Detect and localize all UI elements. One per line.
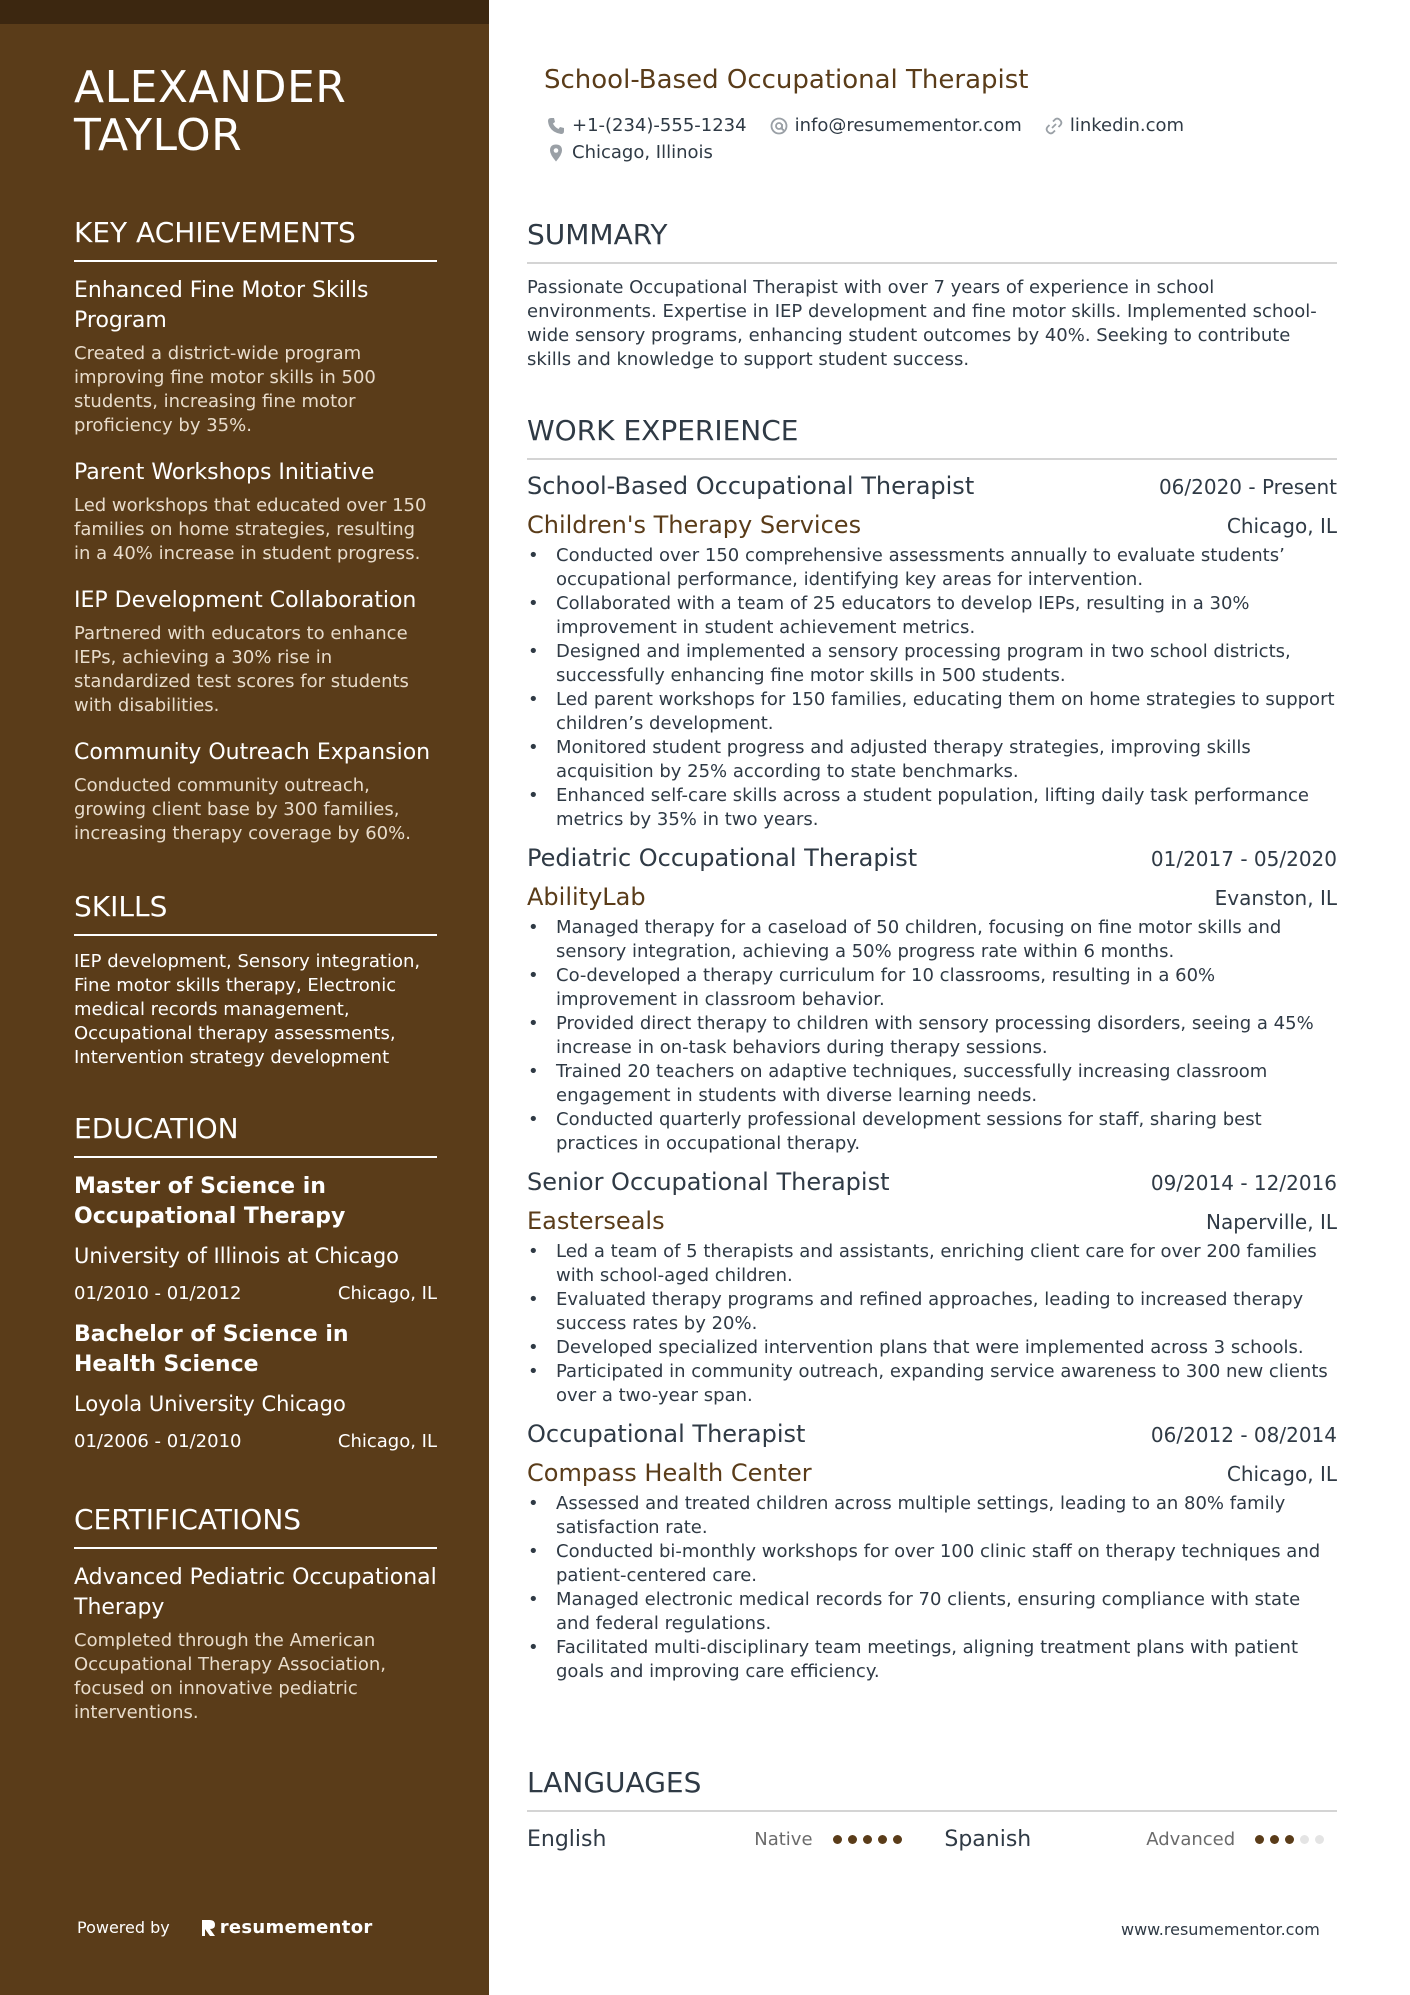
contact-location (546, 139, 713, 166)
job-role: Occupational Therapist (527, 1420, 806, 1448)
proficiency-dot (1315, 1835, 1324, 1844)
job-company: Compass Health Center (527, 1459, 812, 1487)
achievement-title: Parent Workshops Initiative (74, 460, 375, 485)
education-list (74, 1172, 437, 1454)
job-company: Children's Therapy Services (527, 511, 862, 539)
sidebar-top-bar (0, 0, 489, 24)
education-item (74, 1320, 437, 1454)
proficiency-dot (1255, 1835, 1264, 1844)
candidate-name (74, 64, 346, 160)
name-last: TAYLOR (74, 110, 243, 161)
skills-text: IEP development, Sensory integration, Fine motor skills therapy, Electronic medical records management, Occupational therapy assessments, Intervention strategy development (74, 951, 421, 1068)
footer-url[interactable]: www.resumementor.com (1121, 1920, 1320, 1939)
job-bullet: • Evaluated therapy programs and refined approaches, leading to increased therapy success rates by 20%. (527, 1288, 1337, 1336)
job-subheader (527, 509, 1337, 542)
brand-name: resumementor (219, 1917, 373, 1938)
language-name: Spanish (944, 1826, 1032, 1852)
job-company: AbilityLab (527, 883, 646, 911)
education-item (74, 1172, 437, 1306)
contact-info (546, 112, 1326, 166)
contact-row-1 (546, 112, 1326, 139)
job-bullets (527, 916, 1337, 1156)
sidebar (0, 0, 489, 1995)
phone-icon (546, 116, 566, 136)
phone-text: +1-(234)-555-1234 (572, 115, 747, 136)
language-level: Native (754, 1828, 813, 1850)
job-location: Evanston, IL (1214, 886, 1337, 910)
achievement-description: Led workshops that educated over 150 families on home strategies, resulting in a 40% increase in student progress. (74, 495, 427, 564)
location-text: Chicago, Illinois (572, 142, 713, 163)
proficiency-dot (848, 1835, 857, 1844)
skills-heading: SKILLS (74, 890, 437, 936)
summary-text: Passionate Occupational Therapist with over 7 years of experience in school environments. Expertise in IEP development and fine motor skills. Implemented school-wide sensory programs, enhancing student outcomes by 40%. Seeking to contribute skills and knowledge to support student success. (527, 277, 1317, 370)
job-bullet: • Managed therapy for a caseload of 50 children, focusing on fine motor skills and sensory integration, achieving a 50% progress rate within 6 months. (527, 916, 1337, 964)
achievement-title: Community Outreach Expansion (74, 740, 431, 765)
job-entry (527, 470, 1337, 832)
powered-by-label: Powered by (77, 1918, 170, 1937)
key-achievements-section (74, 216, 437, 866)
job-bullet: • Led a team of 5 therapists and assistants, enriching client care for over 200 families with school-aged children. (527, 1240, 1337, 1288)
skills-section (74, 890, 437, 1070)
summary-section (527, 218, 1337, 372)
proficiency-dot (1270, 1835, 1279, 1844)
job-list (527, 470, 1337, 1684)
key-achievements-heading: KEY ACHIEVEMENTS (74, 216, 437, 262)
job-header (527, 1418, 1337, 1451)
job-header (527, 470, 1337, 503)
job-bullet: • Provided direct therapy to children with sensory processing disorders, seeing a 45% increase in on-task behaviors during therapy sessions. (527, 1012, 1337, 1060)
achievements-list (74, 276, 437, 846)
contact-row-2 (546, 139, 1326, 166)
email-text: info@resumementor.com (794, 115, 1022, 136)
achievement-description: Created a district-wide program improving fine motor skills in 500 students, increasing fine motor proficiency by 35%. (74, 343, 376, 436)
job-bullet: • Participated in community outreach, expanding service awareness to 300 new clients over a two-year span. (527, 1360, 1337, 1408)
education-degree: Bachelor of Science in Health Science (74, 1322, 349, 1377)
certifications-section (74, 1503, 437, 1725)
headline-title: School-Based Occupational Therapist (544, 65, 1029, 95)
job-bullet: • Conducted over 150 comprehensive assessments annually to evaluate students’ occupational performance, identifying key areas for intervention. (527, 544, 1337, 592)
resumementor-logo[interactable] (200, 1917, 373, 1938)
education-dates: 01/2006 - 01/2010 (74, 1431, 242, 1452)
education-section (74, 1112, 437, 1468)
education-degree: Master of Science in Occupational Therapy (74, 1174, 346, 1229)
achievement-title: IEP Development Collaboration (74, 588, 417, 613)
proficiency-dot (863, 1835, 872, 1844)
achievement-description: Partnered with educators to enhance IEPs, achieving a 30% rise in standardized test scores for students with disabilities. (74, 623, 409, 716)
education-school: Loyola University Chicago (74, 1392, 346, 1416)
achievement-description: Conducted community outreach, growing client base by 300 families, increasing therapy coverage by 60%. (74, 775, 411, 844)
job-role: Senior Occupational Therapist (527, 1168, 890, 1196)
job-bullet: • Led parent workshops for 150 families, educating them on home strategies to support children’s development. (527, 688, 1337, 736)
education-location: Chicago, IL (337, 1283, 437, 1304)
job-header (527, 1166, 1337, 1199)
powered-by (77, 1917, 373, 1938)
job-role: Pediatric Occupational Therapist (527, 844, 918, 872)
job-bullet: • Managed electronic medical records for 70 clients, ensuring compliance with state and federal regulations. (527, 1588, 1337, 1636)
job-entry (527, 842, 1337, 1156)
proficiency-dot (833, 1835, 842, 1844)
achievement-item (74, 276, 437, 438)
job-location: Chicago, IL (1226, 1462, 1337, 1486)
job-bullet: • Developed specialized intervention plans that were implemented across 3 schools. (527, 1336, 1337, 1360)
job-bullet: • Designed and implemented a sensory processing program in two school districts, successfully enhancing fine motor skills in 500 students. (527, 640, 1337, 688)
job-subheader (527, 1457, 1337, 1490)
job-location: Naperville, IL (1205, 1210, 1337, 1234)
job-location: Chicago, IL (1226, 514, 1337, 538)
job-dates: 06/2012 - 08/2014 (1150, 1423, 1337, 1447)
languages-heading: LANGUAGES (527, 1766, 1337, 1812)
education-dates: 01/2010 - 01/2012 (74, 1283, 242, 1304)
achievement-item (74, 738, 437, 846)
job-bullet: • Trained 20 teachers on adaptive techniques, successfully increasing classroom engagement in students with diverse learning needs. (527, 1060, 1337, 1108)
location-pin-icon (546, 143, 566, 163)
proficiency-dot (878, 1835, 887, 1844)
achievement-item (74, 586, 437, 718)
job-company: Easterseals (527, 1207, 665, 1235)
job-bullet: • Enhanced self-care skills across a student population, lifting daily task performance metrics by 35% in two years. (527, 784, 1337, 832)
job-bullet: • Conducted quarterly professional development sessions for staff, sharing best practices in occupational therapy. (527, 1108, 1337, 1156)
job-bullets (527, 544, 1337, 832)
at-sign-icon (769, 116, 789, 136)
job-subheader (527, 881, 1337, 914)
resumementor-mark-icon (200, 1918, 216, 1938)
proficiency-dot (893, 1835, 902, 1844)
certification-description: Completed through the American Occupational Therapy Association, focused on innovative pediatric interventions. (74, 1630, 386, 1723)
job-bullet: • Assessed and treated children across multiple settings, leading to an 80% family satisfaction rate. (527, 1492, 1337, 1540)
job-entry (527, 1166, 1337, 1408)
job-bullet: • Co-developed a therapy curriculum for 10 classrooms, resulting in a 60% improvement in classroom behavior. (527, 964, 1337, 1012)
language-level: Advanced (1146, 1828, 1236, 1850)
job-bullet: • Conducted bi-monthly workshops for over 100 clinic staff on therapy techniques and patient-centered care. (527, 1540, 1337, 1588)
achievement-item (74, 458, 437, 566)
job-role: School-Based Occupational Therapist (527, 472, 975, 500)
achievement-title: Enhanced Fine Motor Skills Program (74, 278, 369, 333)
certification-item (74, 1563, 437, 1725)
job-bullet: • Collaborated with a team of 25 educators to develop IEPs, resulting in a 30% improvement in student achievement metrics. (527, 592, 1337, 640)
contact-linkedin[interactable] (1044, 112, 1184, 139)
linkedin-text: linkedin.com (1069, 115, 1185, 136)
contact-email[interactable] (769, 112, 1022, 139)
job-bullets (527, 1240, 1337, 1408)
job-dates: 09/2014 - 12/2016 (1150, 1171, 1337, 1195)
certifications-heading: CERTIFICATIONS (74, 1503, 437, 1549)
job-bullet: • Monitored student progress and adjusted therapy strategies, improving skills acquisition by 25% according to state benchmarks. (527, 736, 1337, 784)
education-school: University of Illinois at Chicago (74, 1244, 400, 1268)
work-experience-section (527, 414, 1337, 1684)
job-entry (527, 1418, 1337, 1684)
work-experience-heading: WORK EXPERIENCE (527, 414, 1337, 460)
job-bullets (527, 1492, 1337, 1684)
language-proficiency-dots (1255, 1835, 1337, 1844)
language-name: English (527, 1826, 607, 1852)
certifications-list (74, 1563, 437, 1725)
education-meta (74, 1282, 437, 1306)
contact-phone[interactable] (546, 112, 747, 139)
language-proficiency-dots (833, 1835, 915, 1844)
languages-row (527, 1822, 1337, 1856)
education-meta (74, 1430, 437, 1454)
name-first: ALEXANDER (74, 62, 347, 113)
summary-heading: SUMMARY (527, 218, 1337, 264)
proficiency-dot (1285, 1835, 1294, 1844)
education-location: Chicago, IL (337, 1431, 437, 1452)
proficiency-dot (1300, 1835, 1309, 1844)
job-dates: 01/2017 - 05/2020 (1150, 847, 1337, 871)
education-heading: EDUCATION (74, 1112, 437, 1158)
job-dates: 06/2020 - Present (1158, 475, 1337, 499)
job-subheader (527, 1205, 1337, 1238)
link-icon (1044, 116, 1064, 136)
languages-section (527, 1766, 1337, 1856)
job-bullet: • Facilitated multi-disciplinary team meetings, aligning treatment plans with patient goals and improving care efficiency. (527, 1636, 1337, 1684)
certification-title: Advanced Pediatric Occupational Therapy (74, 1565, 437, 1620)
job-header (527, 842, 1337, 875)
